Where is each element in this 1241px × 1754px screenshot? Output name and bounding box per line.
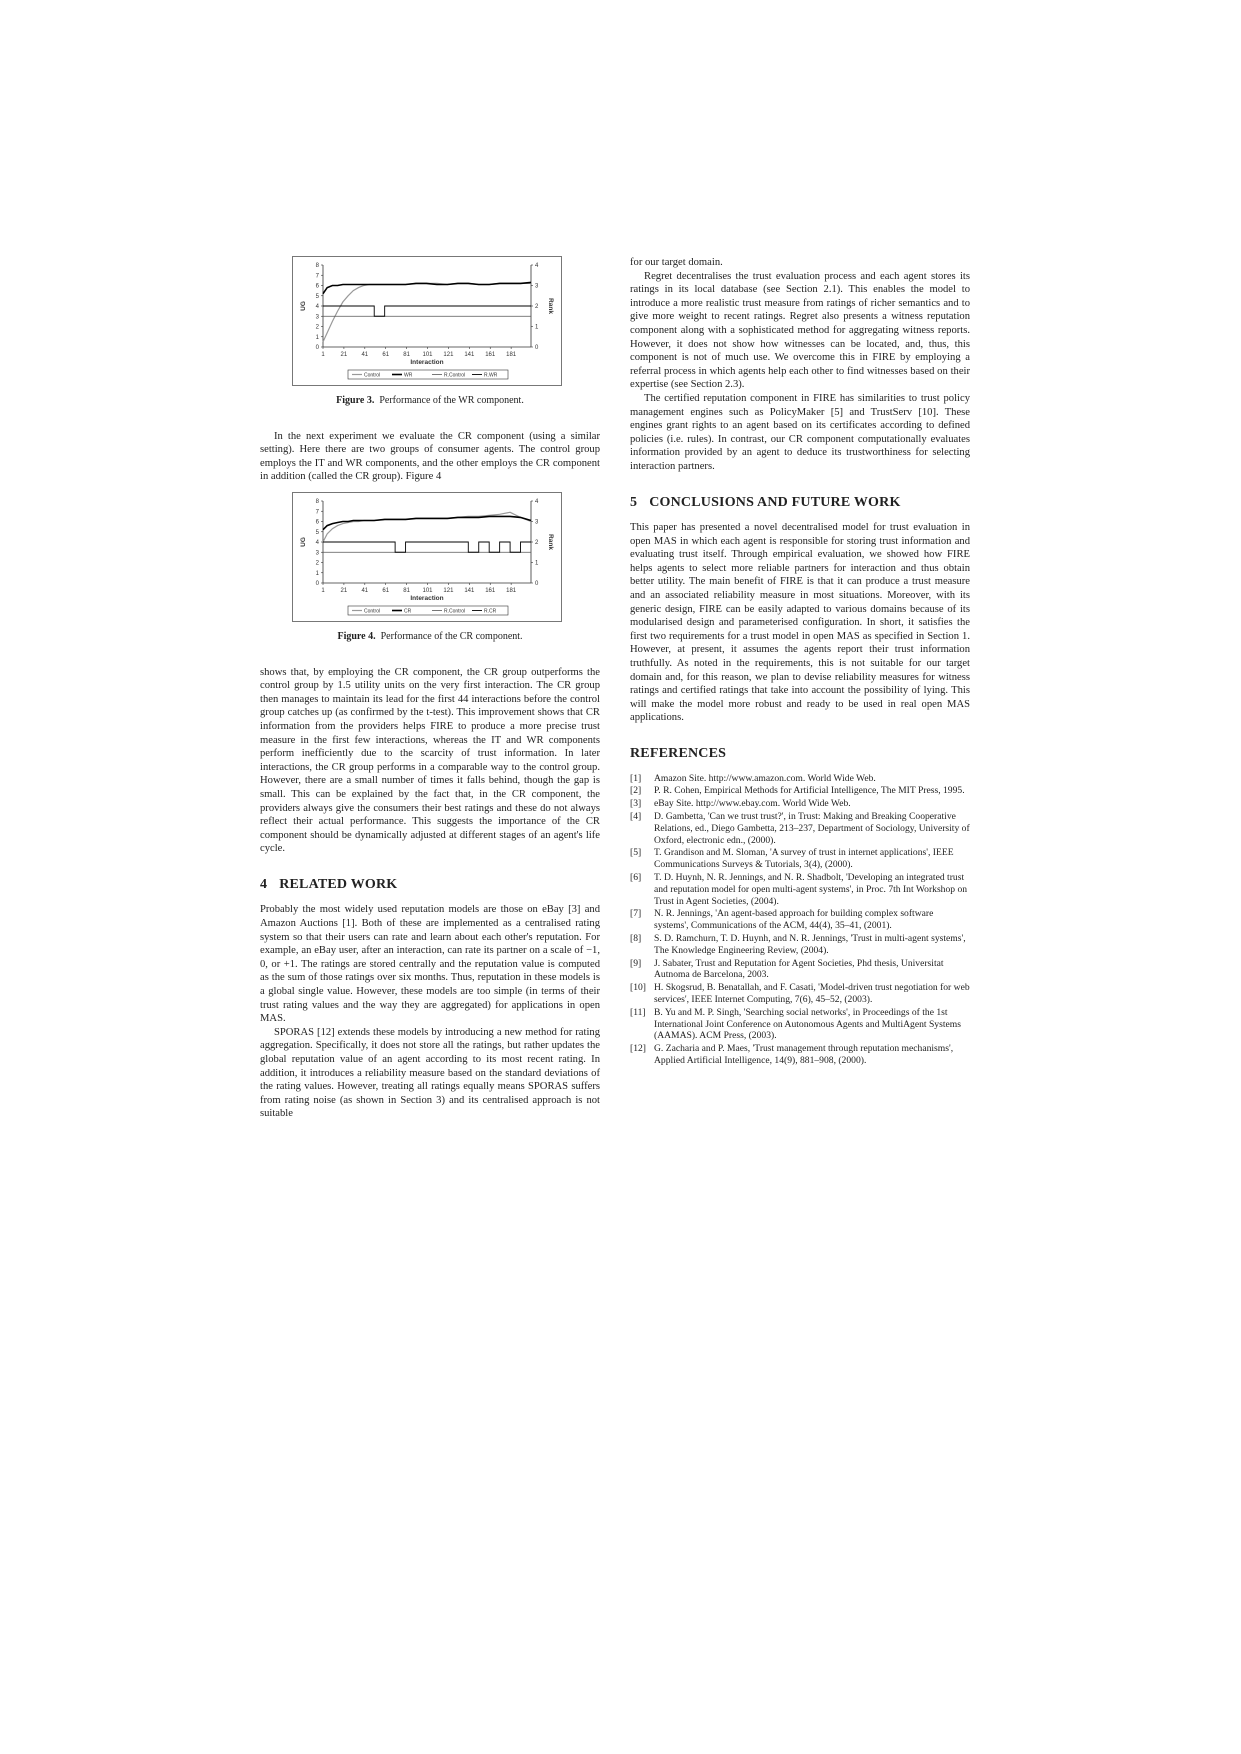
x-tick-label: 181 [506, 587, 517, 594]
x-tick-label: 181 [506, 352, 517, 358]
y2-tick-label: 4 [535, 498, 539, 505]
reference-text: H. Skogsrud, B. Benatallah, and F. Casati, 'Model-driven trust negotiation for web services', IEEE Internet Computing, 7(6), 45–52, (2003). [654, 982, 970, 1005]
references-heading: REFERENCES [630, 746, 727, 761]
y2-tick-label: 1 [535, 324, 539, 331]
y-tick-label: 1 [315, 570, 319, 577]
y2-tick-label: 2 [535, 539, 539, 546]
references-list [630, 773, 970, 1067]
reference-number: [10] [630, 982, 646, 994]
y-tick-label: 0 [315, 580, 319, 587]
y-axis-label: UG [300, 537, 307, 547]
reference-item [630, 958, 970, 982]
reference-text: J. Sabater, Trust and Reputation for Agent Societies, Phd thesis, Universitat Autnoma de Barcelona, 2003. [654, 957, 944, 981]
reference-number: [4] [630, 810, 642, 822]
figure-4-label: Figure 4. [337, 630, 376, 642]
figure-3-label: Figure 3. [336, 395, 375, 406]
y-tick-label: 4 [315, 304, 319, 310]
section-4-number: 4 [260, 876, 268, 892]
y-tick-label: 7 [315, 509, 319, 516]
figure-3-text: Performance of the WR component. [379, 395, 524, 406]
series-line-control [323, 283, 531, 342]
x-tick-label: 161 [485, 352, 496, 358]
y-tick-label: 2 [315, 560, 319, 567]
x-tick-label: 41 [361, 587, 369, 594]
reference-item [630, 872, 970, 907]
reference-text: G. Zacharia and P. Maes, 'Trust management through reputation mechanisms', Applied Artificial Intelligence, 14(9), 881–908, (2000). [654, 1043, 954, 1066]
series-line-wr [323, 282, 531, 293]
reference-text: P. R. Cohen, Empirical Methods for Artificial Intelligence, The MIT Press, 1995. [654, 785, 965, 797]
paragraph-cr-result: shows that, by employing the CR component, the CR group outperforms the control group by 1.5 utility units on the very first interaction. The CR group then manages to maintain its lead for the first 44 interactions before the control group catches up (as confirmed by the t-test). This improvement shows that CR information from the providers helps FIRE to produce a more precise trust measure in the first few interactions, whereas the IT and WR components perform inefficiently due to the scarcity of trust information. In later interactions, the CR group performs in a comparable way to the control group. However, there are a small number of times it falls behind, though the gap is small. This can be explained by the fact that, in the CR component, the providers always give the consumers their best ratings and these do not always reflect their actual performance. This suggests the importance of the CR component should be dynamically adjusted at different stages of an agent's life cycle. [260, 666, 600, 855]
reference-text: D. Gambetta, 'Can we trust trust?', in Trust: Making and Breaking Cooperative Relations, ed., Diego Gambetta, 213–237, Department of Sociology, University of Oxford, electronic edn., (2000). [654, 810, 970, 846]
y-tick-label: 1 [315, 334, 319, 341]
paragraph-regret: Regret decentralises the trust evaluation process and each agent stores its ratings in its local database (see Section 2.1). This enables the model to introduce a more realistic trust measure from ratings of richer semantics and to give more weight to recent ratings. Regret also presents a witness reputation component along with a sophisticated method for aggregating witness reports. However, it does not show how witnesses can be located, and, thus, this component is not of much use. We overcome this in FIRE by employing a referral process in which agents help each other to find witnesses based on their expertise (see Section 2.3). [630, 270, 970, 391]
reference-item [630, 798, 970, 810]
y2-axis-label: Rank [547, 534, 554, 550]
x-tick-label: 101 [422, 587, 433, 594]
paragraph-conclusion: This paper has presented a novel decentralised model for trust evaluation in open MAS in which each agent is responsible for storing trust information and evaluating trust itself. Through empirical evaluation, we showed how FIRE helps agents to select more reliable partners for interaction and thus obtain better utility. The main benefit of FIRE is that it can produce a trust measure and an associated reliability measure in most situations. Moreover, with its generic design, FIRE can be easily adapted to various domains because of its modularised design and parameterised configuration. In short, it satisfies the first two requirements for a trust model in open MAS as specified in Section 1. However, at present, it assumes the agents report their trust information truthfully. As noted in the requirements, this is not suitable for our target domain and, for this reason, we plan to devise reliability measures for witness ratings and certified ratings that take into account the possibility of lying. This will make the model more robust and ready to be used in real open MAS applications. [630, 522, 970, 724]
x-axis-label: Interaction [410, 359, 444, 366]
section-5-heading [630, 496, 970, 510]
legend-label: R.CR [484, 608, 497, 615]
figure-4 [292, 492, 562, 622]
reference-item [630, 982, 970, 1006]
y-tick-label: 3 [315, 550, 319, 557]
x-tick-label: 61 [382, 352, 390, 358]
legend-label: R.WR [484, 372, 498, 379]
y-tick-label: 0 [315, 345, 319, 351]
reference-number: [9] [630, 957, 642, 969]
x-tick-label: 141 [464, 587, 475, 594]
reference-text: T. D. Huynh, N. R. Jennings, and N. R. Shadbolt, 'Developing an integrated trust and reputation model for open multi-agent systems', in Proc. 7th Int Workshop on Trust in Agent Societies, (2004). [654, 871, 968, 907]
x-tick-label: 81 [403, 352, 410, 358]
section-5-number: 5 [630, 494, 638, 510]
reference-text: Amazon Site. http://www.amazon.com. World Wide Web. [654, 772, 876, 784]
paragraph-related-2: SPORAS [12] extends these models by introducing a new method for rating aggregation. Specifically, it does not store all the ratings, but rather updates the global reputation value of an agent according to its most recent rating. In addition, it introduces a reliability measure based on the standard deviations of the rating values. However, treating all ratings equally means SPORAS suffers from rating noise (as shown in Section 3) and its centralised approach is not suitable [260, 1026, 600, 1120]
series-line-r-wr [323, 306, 531, 316]
y-tick-label: 4 [315, 539, 319, 546]
reference-number: [1] [630, 772, 642, 784]
y-tick-label: 8 [315, 263, 319, 269]
legend-label: WR [404, 372, 413, 379]
reference-number: [11] [630, 1006, 646, 1018]
paragraph-related-1: Probably the most widely used reputation models are those on eBay [3] and Amazon Auctions [1]. Both of these are implemented as a centralised rating system so that their users can rate and learn about each other's reputation. For example, an eBay user, after an interaction, can rate its partner on a scale of −1, 0, or +1. The ratings are stored centrally and the reputation value is computed as the sum of those ratings over six months. Thus, reputation in these models is a global single value. However, these models are too simple (in terms of their trust rating values and the way they are aggregated) for applications in open MAS. [260, 904, 600, 1025]
legend-label: Control [364, 372, 381, 379]
reference-item [630, 908, 970, 932]
x-tick-label: 1 [321, 587, 325, 594]
y2-tick-label: 0 [535, 580, 539, 587]
y2-tick-label: 0 [535, 345, 539, 351]
x-tick-label: 101 [422, 352, 433, 358]
reference-number: [2] [630, 785, 642, 797]
y-tick-label: 5 [315, 293, 319, 300]
reference-text: S. D. Ramchurn, T. D. Huynh, and N. R. Jennings, 'Trust in multi-agent systems', The Knowledge Engineering Review, (2004). [654, 932, 966, 956]
y-tick-label: 3 [315, 314, 319, 321]
x-tick-label: 121 [443, 352, 454, 358]
series-line-cr [323, 516, 531, 529]
x-tick-label: 81 [403, 587, 410, 594]
reference-item [630, 933, 970, 957]
reference-number: [12] [630, 1043, 646, 1055]
reference-text: B. Yu and M. P. Singh, 'Searching social networks', in Proceedings of the 1st International Joint Conference on Autonomous Agents and MultiAgent Systems (AAMAS). ACM Press, (2003). [654, 1006, 961, 1042]
x-axis-label: Interaction [410, 594, 444, 602]
section-4-title: RELATED WORK [279, 876, 398, 892]
series-line-r-cr [323, 542, 531, 552]
x-tick-label: 61 [382, 587, 390, 594]
figure-3-caption [260, 394, 600, 408]
reference-item [630, 847, 970, 871]
y-tick-label: 6 [315, 519, 319, 526]
x-tick-label: 161 [485, 587, 496, 594]
figure-4-chart [293, 493, 561, 621]
reference-item [630, 773, 970, 785]
y2-tick-label: 4 [535, 263, 539, 269]
reference-text: N. R. Jennings, 'An agent-based approach for building complex software systems', Communications of the ACM, 44(4), 35–41, (2001). [654, 908, 934, 932]
x-tick-label: 141 [464, 352, 475, 358]
right-column [630, 256, 970, 1068]
legend-label: Control [364, 608, 381, 615]
y2-tick-label: 3 [535, 519, 539, 526]
y-tick-label: 6 [315, 283, 319, 290]
reference-item [630, 1043, 970, 1067]
reference-number: [7] [630, 908, 642, 920]
y-tick-label: 7 [315, 273, 319, 280]
left-column [260, 256, 600, 1121]
figure-4-caption [260, 630, 600, 644]
legend-label: CR [404, 608, 412, 615]
figure-3 [292, 256, 562, 386]
y-tick-label: 5 [315, 529, 319, 536]
y2-tick-label: 3 [535, 283, 539, 290]
reference-number: [3] [630, 798, 642, 810]
x-tick-label: 121 [443, 587, 454, 594]
figure-3-chart [293, 257, 561, 385]
y2-tick-label: 2 [535, 304, 539, 310]
x-tick-label: 41 [361, 352, 369, 358]
paragraph-certified: The certified reputation component in FIRE has similarities to trust policy management engines such as PolicyMaker [5] and TrustServ [10]. These engines grant rights to an agent based on its certificates according to defined policies (i.e. rules). In contrast, our CR component computationally evaluates information provided by an agent to deduce its trustworthiness for selecting interaction partners. [630, 392, 970, 472]
x-tick-label: 1 [321, 352, 325, 358]
x-tick-label: 21 [340, 587, 348, 594]
section-4-heading [260, 878, 600, 892]
paragraph-cr-intro: In the next experiment we evaluate the CR component (using a similar setting). Here there are two groups of consumer agents. The control group employs the IT and WR components, and the other employs the CR component in addition (called the CR group). Figure 4 [260, 430, 600, 483]
y-tick-label: 8 [315, 498, 319, 505]
reference-text: eBay Site. http://www.ebay.com. World Wide Web. [654, 798, 851, 810]
y2-axis-label: Rank [547, 298, 554, 314]
y2-tick-label: 1 [535, 560, 539, 567]
reference-number: [8] [630, 932, 642, 944]
legend-label: R.Control [444, 372, 466, 379]
figure-4-text: Performance of the CR component. [380, 630, 523, 642]
section-5-title: CONCLUSIONS AND FUTURE WORK [649, 494, 901, 510]
reference-text: T. Grandison and M. Sloman, 'A survey of trust in internet applications', IEEE Communications Surveys & Tutorials, 3(4), (2000). [654, 847, 954, 871]
reference-number: [5] [630, 847, 642, 859]
paragraph-continued: for our target domain. [630, 257, 723, 268]
y-tick-label: 2 [315, 324, 319, 331]
y-axis-label: UG [300, 301, 307, 311]
reference-number: [6] [630, 871, 642, 883]
reference-item [630, 785, 970, 797]
reference-item [630, 1007, 970, 1042]
x-tick-label: 21 [340, 352, 348, 358]
reference-item [630, 811, 970, 846]
legend-label: R.Control [444, 608, 466, 615]
